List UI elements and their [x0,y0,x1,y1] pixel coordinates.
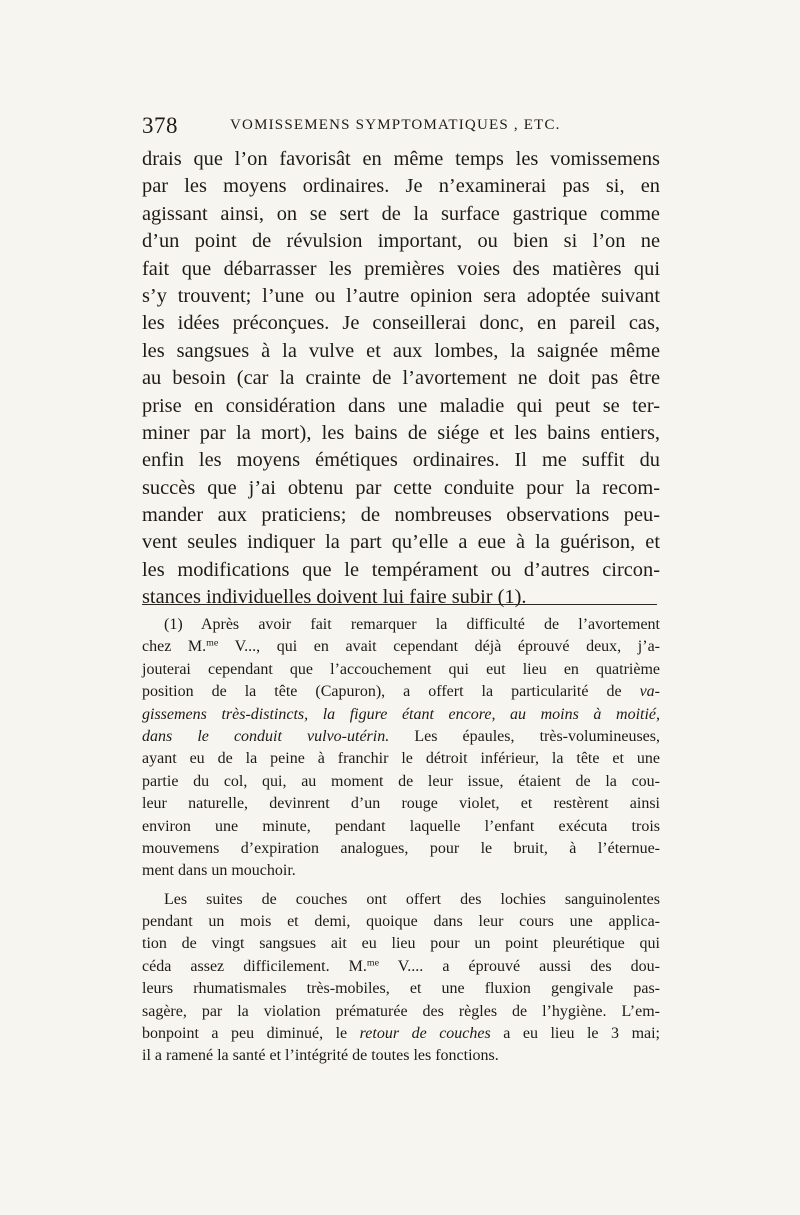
footnote-line: Les suites de couches ont offert des lochies sanguinolentes [164,890,660,908]
footnote-line: environ une minute, pendant laquelle l’enfant exécuta trois [142,817,660,835]
footnote-line: leur naturelle, devinrent d’un rouge violet, et restèrent ainsi [142,795,660,813]
text-line: fait que débarrasser les premières voies des matières qui [142,257,660,280]
page-number: 378 [142,113,178,138]
text-line: les sangsues à la vulve et aux lombes, la saignée même [142,339,660,362]
footnote-line: chez M.$^{me}$ V..., qui en avait cependant déjà éprouvé deux, j’a- [142,637,660,656]
text-line: mander aux praticiens; de nombreuses observations peu- [142,504,660,527]
text-line: par les moyens ordinaires. Je n’examinerai pas si, en [142,175,660,198]
footnote-line: leurs rhumatismales très-mobiles, et une fluxion gengivale pas- [142,980,660,998]
footnote-line: ment dans un mouchoir. [142,862,296,880]
page-header [142,113,660,145]
text-line: vent seules indiquer la part qu’elle a eue à la guérison, et [142,531,660,554]
text-line: au besoin (car la crainte de l’avortement ne doit pas être [142,367,660,390]
footnote-line: position de la tête (Capuron), a offert la particularité de va- [142,683,660,701]
text-line: agissant ainsi, on se sert de la surface gastrique comme [142,202,660,225]
footnote-line: sagère, par la violation prématurée des règles de l’hygiène. L’em- [142,1002,660,1020]
running-title: VOMISSEMENS SYMPTOMATIQUES , ETC. [230,117,561,133]
text-line: les idées préconçues. Je conseillerai donc, en pareil cas, [142,312,660,335]
text-line: les modifications que le tempérament ou d’autres circon- [142,558,660,581]
footnote-line: dans le conduit vulvo-utérin. Les épaules, très-volumineuses, [142,727,661,745]
text-line: miner par la mort), les bains de siége et les bains entiers, [142,421,660,444]
footnote-line: tion de vingt sangsues ait eu lieu pour un point pleurétique qui [142,935,660,953]
footnote-rule [142,604,657,605]
footnote-line: pendant un mois et demi, quoique dans leur cours une applica- [142,913,660,931]
footnote-line: il a ramené la santé et l’intégrité de toutes les fonctions. [142,1047,499,1065]
text-line: d’un point de révulsion important, ou bien si l’on ne [142,230,660,253]
footnote-line: bonpoint a peu diminué, le retour de couches a eu lieu le 3 mai; [142,1025,661,1043]
footnote-line: partie du col, qui, au moment de leur issue, étaient de la cou- [142,772,660,790]
text-line: stances individuelles doivent lui faire subir (1). [142,586,527,609]
text-line: drais que l’on favorisât en même temps les vomissemens [142,148,660,170]
footnote [142,614,660,1068]
footnote-line: (1) Après avoir fait remarquer la difficulté de l’avortement [164,616,660,633]
footnote-line: gissemens très-distincts, la figure étant encore, au moins à moitié, [142,705,660,723]
text-line: prise en considération dans une maladie qui peut se ter- [142,394,660,417]
main-text [142,146,660,612]
footnote-line: jouterai cependant que l’accouchement qui eut lieu en quatrième [142,660,660,678]
footnote-line: mouvemens d’expiration analogues, pour le bruit, à l’éternue- [142,839,660,857]
footnote-line: ayant eu de la peine à franchir le détroit inférieur, la tête et une [142,750,660,768]
footnote-line: céda assez difficilement. M.$^{me}$ V.... a éprouvé aussi des dou- [142,957,660,975]
text-line: succès que j’ai obtenu par cette conduite pour la recom- [142,476,660,499]
text-line: enfin les moyens émétiques ordinaires. Il me suffit du [142,449,660,472]
text-line: s’y trouvent; l’une ou l’autre opinion sera adoptée suivant [142,284,660,307]
